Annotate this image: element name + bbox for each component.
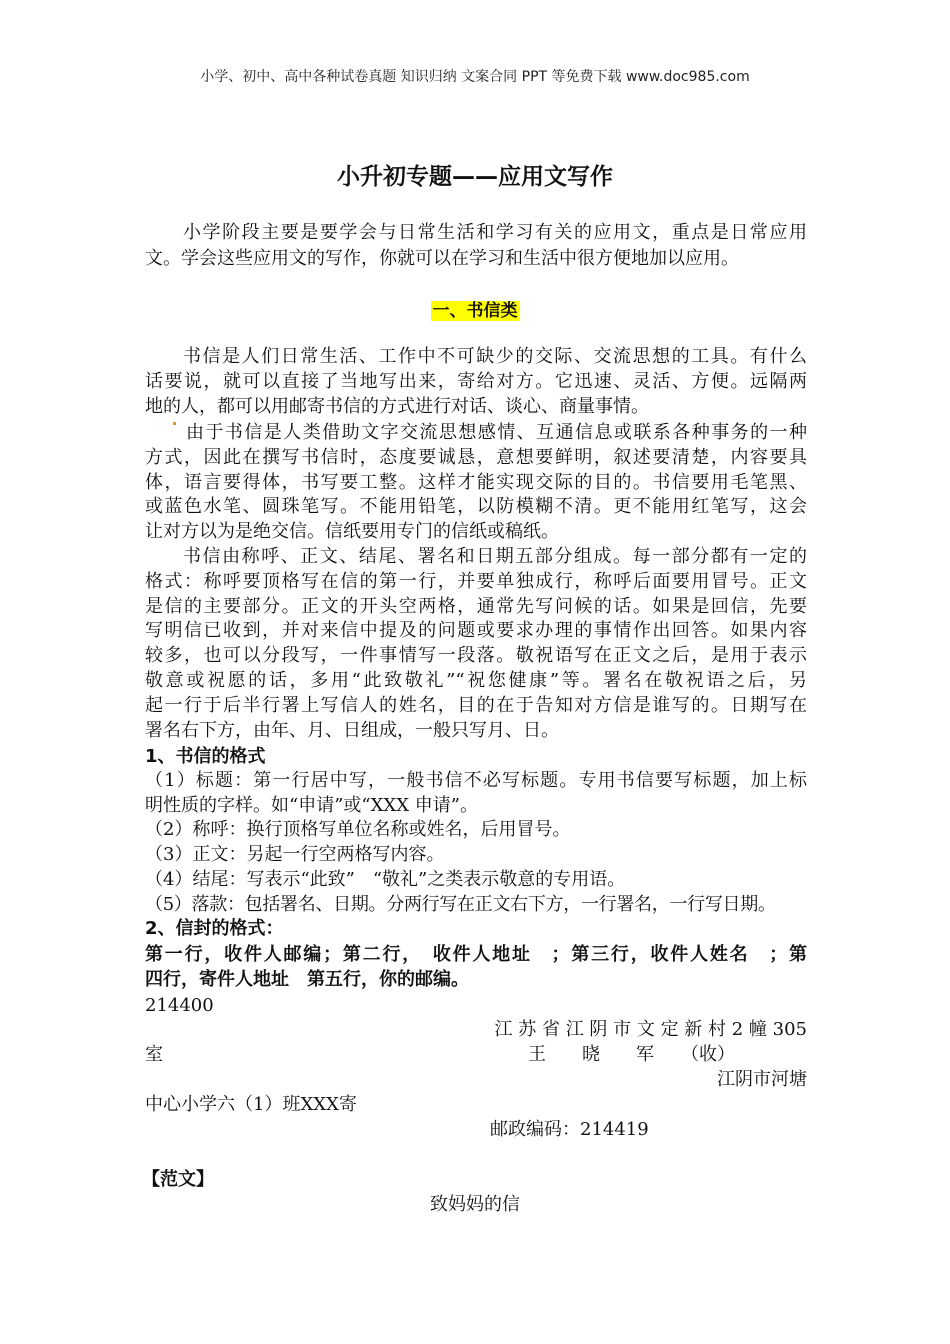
paragraph-line: 敬意或祝愿的话，多用“此致敬礼”“祝您健康”等。署名在敬祝语之后，另 [145,670,807,691]
paragraph-line: 是信的主要部分。正文的开头空两格，通常先写问候的话。如果是回信，先要 [145,596,807,617]
section-heading-letters [0,296,950,321]
format-item: （4）结尾：写表示“此致” “敬礼”之类表示敬意的专用语。 [145,869,626,890]
envelope-rule-line: 四行，寄件人地址 第五行，你的邮编。 [145,969,469,990]
paragraph-text: 由于书信是人类借助文字交流思想感情、互通信息或联系各种事务的一种 [186,422,807,443]
envelope-recipient: 王 晓 军 （收） [528,1044,735,1065]
envelope-rule-line: 第一行，收件人邮编；第二行， 收件人地址 ；第三行，收件人姓名 ；第 [145,944,807,965]
paragraph-line: 体，语言要得体，书写要工整。这样才能实现交际的目的。书信要用毛笔黑、 [145,472,807,493]
intro-line: 文。学会这些应用文的写作，你就可以在学习和生活中很方便地加以应用。 [145,248,739,269]
paragraph-line: 较多，也可以分段写，一件事情写一段落。敬祝语写在正文之后，是用于表示 [145,645,807,666]
section-heading-text: 一、书信类 [432,301,518,321]
page-header: 小学、初中、高中各种试卷真题 知识归纳 文案合同 PPT 等免费下载 www.doc985.com [200,69,750,85]
paragraph-line: 书信由称呼、正文、结尾、署名和日期五部分组成。每一部分都有一定的 [183,546,807,567]
envelope-postcode: 邮政编码：214419 [490,1119,649,1140]
paragraph-line: 起一行于后半行署上写信人的姓名，目的在于告知对方信是谁写的。日期写在 [145,695,807,716]
envelope-address: 江 苏 省 江 阴 市 文 定 新 村 2 幢 305 [494,1019,807,1040]
envelope-room: 室 [145,1044,163,1065]
format-item: （5）落款：包括署名、日期。分两行写在正文右下方，一行署名，一行写日期。 [145,894,776,915]
envelope-zip: 214400 [145,995,214,1016]
paragraph-line: 地的人，都可以用邮寄书信的方式进行对话、谈心、商量事情。 [145,396,649,417]
document-title: 小升初专题——应用文写作 [337,164,613,190]
format-item: （3）正文：另起一行空两格写内容。 [145,844,445,865]
paragraph-line: 写明信已收到，并对来信中提及的问题或要求办理的事情作出回答。如果内容 [145,620,807,641]
format-item: （1）标题：第一行居中写，一般书信不必写标题。专用书信要写标题，加上标 [145,770,807,791]
paragraph-line: 书信是人们日常生活、工作中不可缺少的交际、交流思想的工具。有什么 [183,346,807,367]
subheading-envelope-format: 2、信封的格式： [145,918,284,939]
sample-label: 【范文】 [142,1169,214,1190]
paragraph-line: 话要说，就可以直接了当地写出来，寄给对方。它迅速、灵活、方便。远隔两 [145,371,807,392]
format-item: （2）称呼：换行顶格写单位名称或姓名，后用冒号。 [145,819,571,840]
paragraph-line: 署名右下方，由年、月、日组成，一般只写月、日。 [145,720,559,741]
sample-title: 致妈妈的信 [430,1194,520,1215]
paragraph-line: 方式，因此在撰写书信时，态度要诚恳，意想要鲜明，叙述要清楚，内容要具 [145,447,807,468]
intro-line: 小学阶段主要是要学会与日常生活和学习有关的应用文，重点是日常应用 [183,222,807,243]
subheading-letter-format: 1、书信的格式 [145,746,266,767]
paragraph-line: 或蓝色水笔、圆珠笔写。不能用铅笔，以防模糊不清。更不能用红笔写，这会 [145,496,807,517]
format-item: 明性质的字样。如“申请”或“XXX 申请”。 [145,795,478,816]
paragraph-line: 格式：称呼要顶格写在信的第一行，并要单独成行，称呼后面要用冒号。正文 [145,571,807,592]
edit-mark [173,422,176,425]
envelope-sender: 江阴市河塘 [717,1069,807,1090]
envelope-sender: 中心小学六（1）班XXX寄 [145,1094,357,1115]
paragraph-line [145,422,807,444]
paragraph-line: 让对方以为是绝交信。信纸要用专门的信纸或稿纸。 [145,521,559,542]
